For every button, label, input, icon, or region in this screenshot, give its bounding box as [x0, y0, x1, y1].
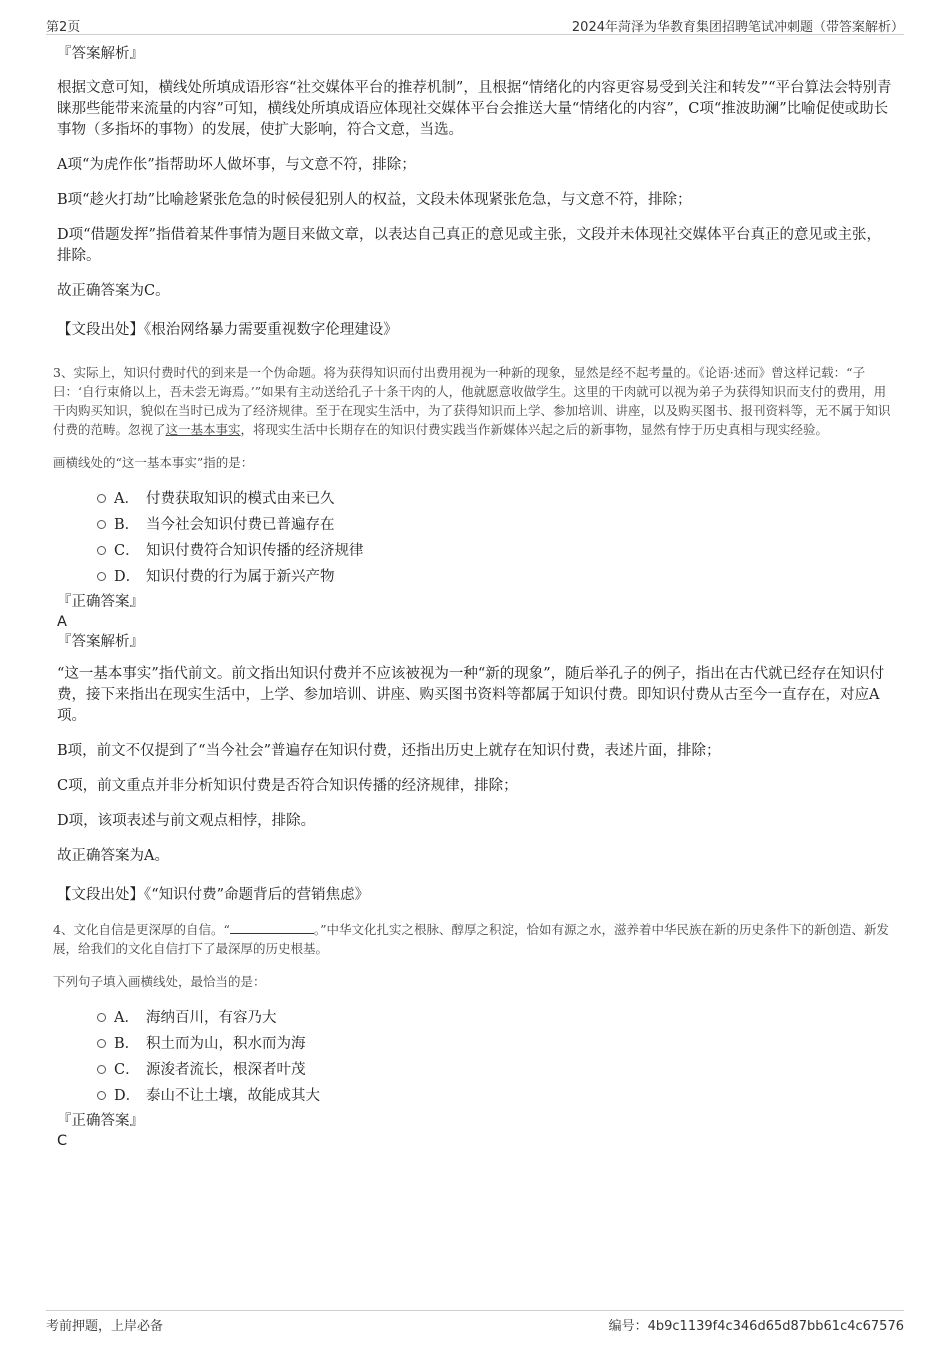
- radio-icon[interactable]: [97, 1013, 106, 1022]
- q3-stem: 3、实际上，知识付费时代的到来是一个伪命题。将为获得知识而付出费用视为一种新的现象，显然是经不起考量的。《论语·述而》曾这样记载：“子曰：‘自行束脩以上，吾未尝无诲焉。’”如果有主动送给孔子十条干肉的人，他就愿意收做学生。这里的干肉就可以视为弟子为获得知识而支付的费用，用干肉购买知识，貌似在当时已成为了经济规律。至于在现实生活中，为了获得知识而上学、参加培训、讲座，以及购买图书、报刊资料等，无不属于知识付费的范畴。忽视了这一基本事实，将现实生活中长期存在的知识付费实践当作新媒体兴起之后的新事物，显然有悖于历史真相与现实经验。: [53, 365, 891, 437]
- q4-correct-answer: C: [57, 1133, 68, 1149]
- q3-conclusion: 故正确答案为A。: [57, 848, 169, 864]
- q3-analysis-label: 『答案解析』: [57, 634, 144, 650]
- q3-correct-answer: A: [57, 614, 67, 630]
- footer-slogan: 考前押题，上岸必备: [46, 1319, 164, 1334]
- radio-icon[interactable]: [97, 1065, 106, 1074]
- q2-analysis-option-d: D项“借题发挥”指借着某件事情为题目来做文章，以表达自己真正的意见或主张，文段并未体现社交媒体平台真正的意见或主张，排除。: [57, 227, 881, 264]
- q2-analysis-label: 『答案解析』: [57, 46, 144, 62]
- radio-icon[interactable]: [97, 546, 106, 555]
- document-title: 2024年菏泽为华教育集团招聘笔试冲刺题（带答案解析）: [571, 20, 904, 35]
- q3-option-d[interactable]: D． 知识付费的行为属于新兴产物: [57, 564, 895, 590]
- q3-option-b[interactable]: B． 当今社会知识付费已普遍存在: [57, 512, 895, 538]
- q2-analysis-option-b: B项“趁火打劫”比喻趁紧张危急的时候侵犯别人的权益，文段未体现紧张危急，与文意不符，排除；: [57, 192, 692, 208]
- radio-icon[interactable]: [97, 572, 106, 581]
- radio-icon[interactable]: [97, 520, 106, 529]
- q3-analysis-option-c: C项，前文重点并非分析知识付费是否符合知识传播的经济规律，排除；: [57, 778, 518, 794]
- radio-icon[interactable]: [97, 1091, 106, 1100]
- q4-option-c[interactable]: C． 源浚者流长，根深者叶茂: [57, 1057, 895, 1083]
- page-footer: [46, 1310, 904, 1337]
- q4-option-a[interactable]: A． 海纳百川，有容乃大: [57, 1005, 895, 1031]
- q4-stem: 4、文化自信是更深厚的自信。“ 。”中华文化扎实之根脉、醇厚之积淀，恰如有源之水，滋养着中华民族在新的历史条件下的新创造、新发展，给我们的文化自信打下了最深厚的历史根基。: [53, 922, 890, 956]
- q3-correct-label: 『正确答案』: [57, 594, 144, 610]
- page-number: 第2页: [46, 20, 81, 35]
- q4-question: 下列句子填入画横线处，最恰当的是：: [53, 974, 266, 989]
- q2-analysis-paragraph: 根据文意可知，横线处所填成语形容“社交媒体平台的推荐机制”，且根据“情绪化的内容更容易受到关注和转发”“平台算法会特别青睐那些能带来流量的内容”可知，横线处所填成语应体现社交媒体平台会推送大量“情绪化的内容”，C项“推波助澜”比喻促使或助长事物（多指坏的事物）的发展，使扩大影响，符合文意，当选。: [57, 80, 892, 138]
- q2-conclusion: 故正确答案为C。: [57, 283, 170, 299]
- q3-analysis-paragraph: “这一基本事实”指代前文。前文指出知识付费并不应该被视为一种“新的现象”，随后举孔子的例子，指出在古代就已经存在知识付费，接下来指出在现实生活中，上学、参加培训、讲座、购买图书资料等都属于知识付费。即知识付费从古至今一直存在，对应A项。: [57, 666, 885, 724]
- q3-question: 画横线处的“这一基本事实”指的是：: [53, 455, 254, 470]
- radio-icon[interactable]: [97, 494, 106, 503]
- q3-analysis-option-b: B项，前文不仅提到了“当今社会”普遍存在知识付费，还指出历史上就存在知识付费，表述片面，排除；: [57, 743, 721, 759]
- q2-source: 【文段出处】《根治网络暴力需要重视数字伦理建设》: [57, 322, 398, 338]
- q2-analysis-option-a: A项“为虎作伥”指帮助坏人做坏事，与文意不符，排除；: [57, 157, 416, 173]
- q3-source: 【文段出处】《“知识付费”命题背后的营销焦虑》: [57, 887, 370, 903]
- q3-underlined-phrase: 这一基本事实: [165, 422, 241, 437]
- document-code: 编号：4b9c1139f4c346d65d87bb61c4c67576: [608, 1319, 904, 1334]
- q4-option-b[interactable]: B． 积土而为山，积水而为海: [57, 1031, 895, 1057]
- radio-icon[interactable]: [97, 1039, 106, 1048]
- q4-option-d[interactable]: D． 泰山不让土壤，故能成其大: [57, 1083, 895, 1109]
- page-header: [46, 14, 904, 35]
- document-body: [53, 44, 895, 1151]
- q4-blank: [230, 921, 314, 934]
- q3-option-a[interactable]: A． 付费获取知识的模式由来已久: [57, 486, 895, 512]
- q3-options: [57, 486, 895, 590]
- q4-correct-label: 『正确答案』: [57, 1113, 144, 1129]
- q4-options: [57, 1005, 895, 1109]
- q3-option-c[interactable]: C． 知识付费符合知识传播的经济规律: [57, 538, 895, 564]
- q3-analysis-option-d: D项，该项表述与前文观点相悖，排除。: [57, 813, 316, 829]
